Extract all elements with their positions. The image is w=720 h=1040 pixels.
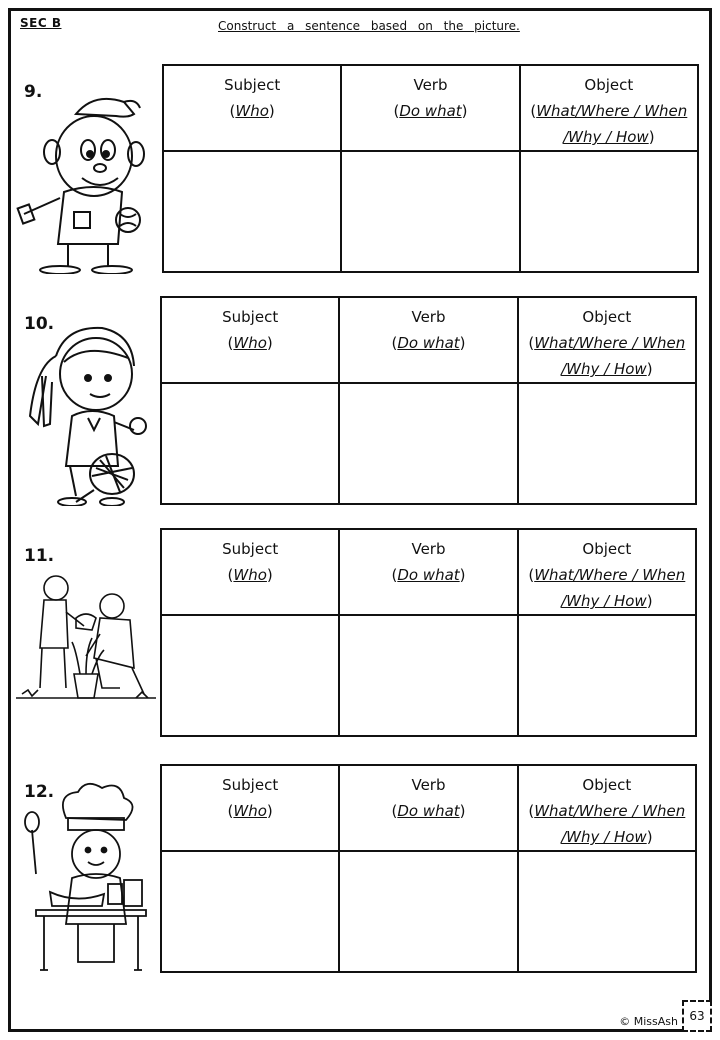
sentence-table	[160, 296, 697, 505]
copyright-credit: © MissAsh	[619, 1015, 678, 1028]
verb-header: Verb (Do what)	[339, 529, 517, 615]
subject-answer-cell[interactable]	[163, 151, 341, 272]
object-answer-cell[interactable]	[520, 151, 698, 272]
subject-answer-cell[interactable]	[161, 383, 339, 504]
girl-tennis-icon	[16, 306, 156, 506]
subject-header: Subject (Who)	[161, 765, 339, 851]
verb-header: Verb (Do what)	[341, 65, 519, 151]
sentence-table	[160, 528, 697, 737]
sentence-table	[160, 764, 697, 973]
subject-header: Subject (Who)	[163, 65, 341, 151]
verb-header: Verb (Do what)	[339, 297, 517, 383]
object-header: Object (What/Where / When /Why / How)	[518, 297, 696, 383]
sentence-table	[162, 64, 699, 273]
question-number: 9.	[24, 82, 43, 102]
section-label: SEC B	[20, 16, 62, 30]
subject-answer-cell[interactable]	[161, 851, 339, 972]
object-answer-cell[interactable]	[518, 383, 696, 504]
object-answer-cell[interactable]	[518, 851, 696, 972]
instruction-text: Construct a sentence based on the picture.	[218, 19, 520, 33]
children-gardening-icon	[16, 538, 156, 738]
verb-answer-cell[interactable]	[341, 151, 519, 272]
question-number: 10.	[24, 314, 55, 334]
question-9	[14, 64, 704, 276]
subject-header: Subject (Who)	[161, 529, 339, 615]
object-header: Object (What/Where / When /Why / How)	[518, 529, 696, 615]
question-11	[14, 528, 704, 740]
verb-header: Verb (Do what)	[339, 765, 517, 851]
page-number: 63	[682, 1000, 712, 1032]
question-10	[14, 296, 704, 508]
verb-answer-cell[interactable]	[339, 851, 517, 972]
subject-header: Subject (Who)	[161, 297, 339, 383]
object-header: Object (What/Where / When /Why / How)	[518, 765, 696, 851]
boy-baseball-icon	[16, 74, 156, 274]
question-12	[14, 764, 704, 976]
subject-answer-cell[interactable]	[161, 615, 339, 736]
chef-baking-icon	[16, 774, 156, 974]
verb-answer-cell[interactable]	[339, 383, 517, 504]
verb-answer-cell[interactable]	[339, 615, 517, 736]
object-answer-cell[interactable]	[518, 615, 696, 736]
object-header: Object (What/Where / When /Why / How)	[520, 65, 698, 151]
question-number: 12.	[24, 782, 55, 802]
question-number: 11.	[24, 546, 55, 566]
